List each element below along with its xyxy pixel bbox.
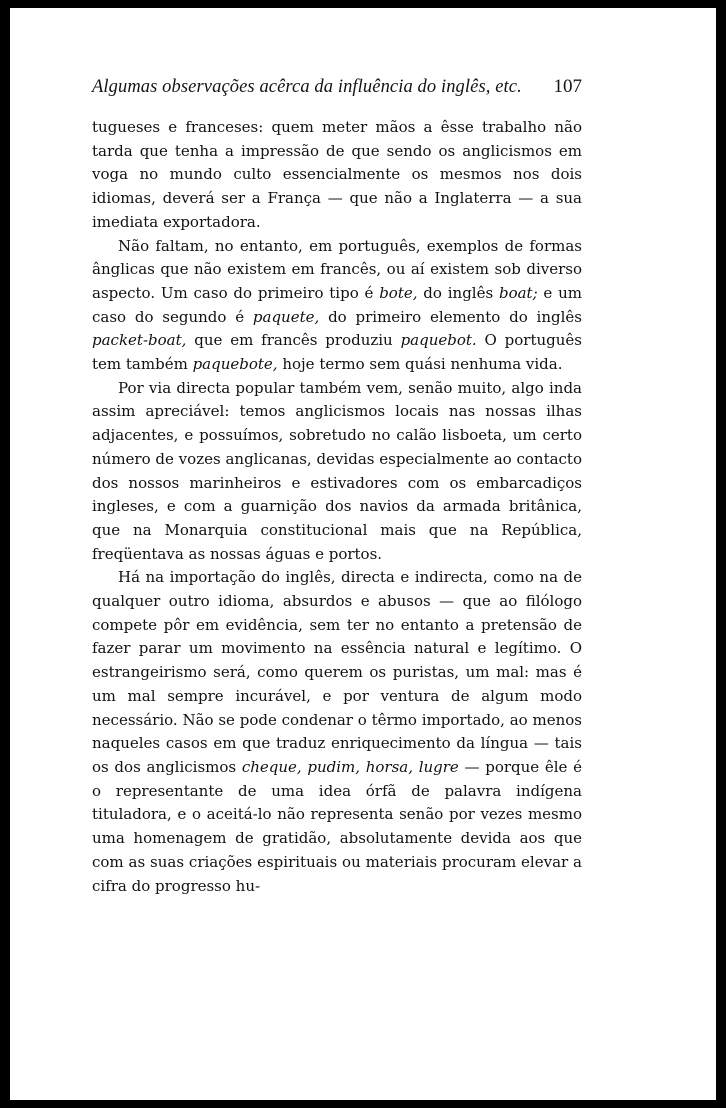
term-paquebote: paquebote, <box>192 355 278 374</box>
text-span: tugueses e franceses: quem meter mãos a êsse trabalho não tarda que tenha a impressão de que sendo os anglicismos em voga no mundo culto essencialmente os mesmos nos dois idiomas, deverá ser a França — que não a Inglaterra — a sua imediata exportadora. <box>92 118 582 231</box>
text-span: do inglês <box>417 283 499 302</box>
text-span: que em francês produziu <box>186 331 401 350</box>
text-span: Há na importação do inglês, directa e indirecta, como na de qualquer outro idioma, absurdos e abusos — que ao filólogo compete pôr em evidência, sem ter no entanto a pretensão de fazer parar um movimento na essência natural e legítimo. O estrangeirismo será, como querem os puristas, um mal: mas é um mal sempre incurável, e por ventura de algum modo necessário. Não se pode condenar o têrmo importado, ao menos naqueles casos em que traduz enriquecimento da língua — tais os dos anglicismos <box>92 568 582 776</box>
term-boat: boat; <box>498 283 538 302</box>
page-number: 107 <box>553 76 582 97</box>
term-anglicisms-list: cheque, pudim, horsa, lugre <box>241 757 459 776</box>
paragraph-3 <box>92 377 582 567</box>
book-page <box>10 8 716 1100</box>
text-span: O português tem também <box>92 331 582 374</box>
running-title: Algumas observações acêrca da influência do inglês, etc. <box>92 77 522 97</box>
paragraph-4 <box>92 566 582 898</box>
text-span: Não faltam, no entanto, em português, exemplos de formas ânglicas que não existem em francês, ou aí existem sob diverso aspecto. Um caso do primeiro tipo é <box>92 236 582 302</box>
term-packet-boat: packet-boat, <box>92 331 187 350</box>
body-text <box>92 116 582 898</box>
text-span: — porque êle é o representante de uma idea órfã de palavra indígena tituladora, e o aceitá-lo não representa senão por vezes mesmo uma homenagem de gratidão, absolutamente devida aos que com as suas criações espirituais ou materiais procuram elevar a cifra do progresso hu- <box>92 757 583 895</box>
text-span: hoje termo sem quási nenhuma vida. <box>277 355 563 374</box>
text-span: Por via directa popular também vem, senão muito, algo inda assim apreciável: temos anglicismos locais nas nossas ilhas adjacentes, e possuímos, sobretudo no calão lisboeta, um certo número de vozes anglicanas, devidas especialmente ao contacto dos nossos marinheiros e estivadores com os embarcadiços ingleses, e com a guarnição dos navios da armada britânica, que na Monarquia constitucional mais que na República, freqüentava as nossas águas e portos. <box>92 378 582 563</box>
paragraph-1 <box>92 116 582 235</box>
paragraph-2 <box>92 235 582 377</box>
page-header <box>92 76 582 110</box>
term-bote: bote, <box>379 283 418 302</box>
text-span: e um caso do segundo é <box>92 283 582 326</box>
term-paquete: paquete, <box>252 307 320 326</box>
term-paquebot: paquebot. <box>400 331 477 350</box>
text-span: do primeiro elemento do inglês <box>319 307 582 326</box>
